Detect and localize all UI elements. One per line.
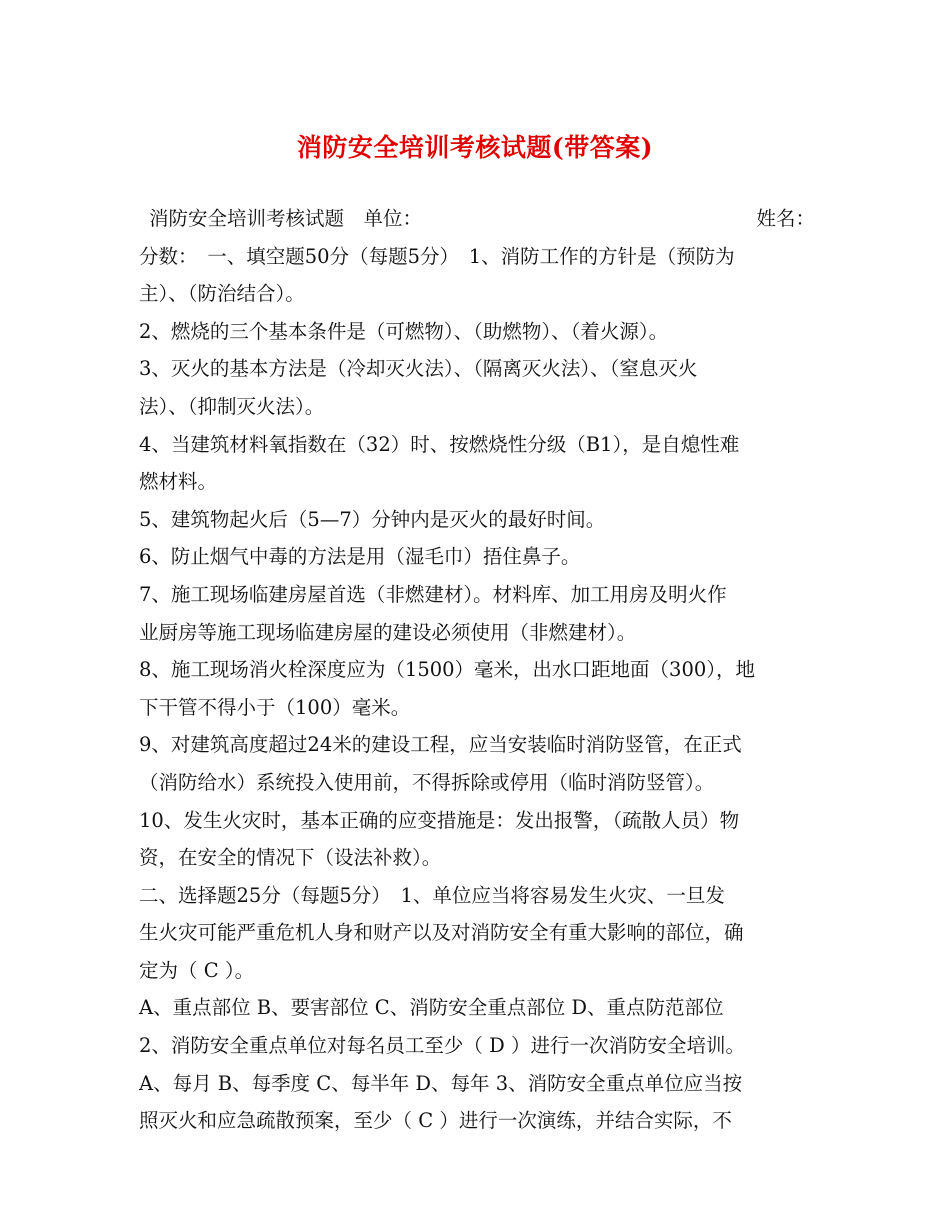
document-body: [139, 200, 815, 1140]
text-line: 二、选择题25分（每题5分） 1、单位应当将容易发生火灾、一旦发: [139, 883, 725, 907]
text-line: 7、施工现场临建房屋首选（非燃建材）。材料库、加工用房及明火作: [139, 582, 727, 606]
text-line: 分数： 一、填空题50分（每题5分） 1、消防工作的方针是（预防为: [139, 244, 735, 268]
header-name-label: 姓名：: [756, 207, 815, 230]
text-line: 下干管不得小于（100）毫米。: [139, 695, 411, 719]
text-line: 3、灭火的基本方法是（冷却灭火法）、（隔离灭火法）、（窒息灭火: [139, 357, 698, 381]
text-line: 6、防止烟气中毒的方法是用（湿毛巾）捂住鼻子。: [139, 545, 581, 569]
text-line: 2、燃烧的三个基本条件是（可燃物）、（助燃物）、（着火源）。: [139, 319, 669, 343]
text-line: 燃材料。: [139, 470, 218, 494]
text-line: 资，在安全的情况下（设法补救）。: [139, 846, 442, 870]
text-line: 生火灾可能严重危机人身和财产以及对消防安全有重大影响的部位，确: [139, 921, 744, 945]
text-line: 4、当建筑材料氧指数在（32）时、按燃烧性分级（B1），是自熄性难: [139, 432, 740, 456]
text-line: A、每月 B、每季度 C、每半年 D、每年 3、消防安全重点单位应当按: [139, 1071, 743, 1095]
text-line: 法）、（抑制灭火法）。: [139, 394, 325, 418]
text-line: 2、消防安全重点单位对每名员工至少（ D ）进行一次消防安全培训。: [139, 1034, 745, 1058]
header-unit-label: 消防安全培训考核试题 单位：: [149, 207, 423, 230]
header-row: [139, 200, 815, 238]
text-line: 9、对建筑高度超过24米的建设工程，应当安装临时消防竖管，在正式: [139, 733, 742, 757]
text-line: 定为（ C ）。: [139, 958, 255, 982]
text-line: 业厨房等施工现场临建房屋的建设必须使用（非燃建材）。: [139, 620, 637, 644]
text-line: 10、发生火灾时，基本正确的应变措施是：发出报警，（疏散人员）物: [139, 808, 740, 832]
text-line: 8、施工现场消火栓深度应为（1500）毫米，出水口距地面（300），地: [139, 658, 756, 682]
text-line: A、重点部位 B、要害部位 C、消防安全重点部位 D、重点防范部位: [139, 996, 724, 1020]
text-line: 主）、（防治结合）。: [139, 282, 305, 306]
text-line: 照灭火和应急疏散预案，至少（ C ）进行一次演练，并结合实际，不: [139, 1109, 732, 1133]
text-line: 5、建筑物起火后（5—7）分钟内是灭火的最好时间。: [139, 507, 606, 531]
text-line: （消防给水）系统投入使用前，不得拆除或停用（临时消防竖管）。: [139, 770, 715, 794]
document-title: 消防安全培训考核试题(带答案): [296, 133, 654, 162]
